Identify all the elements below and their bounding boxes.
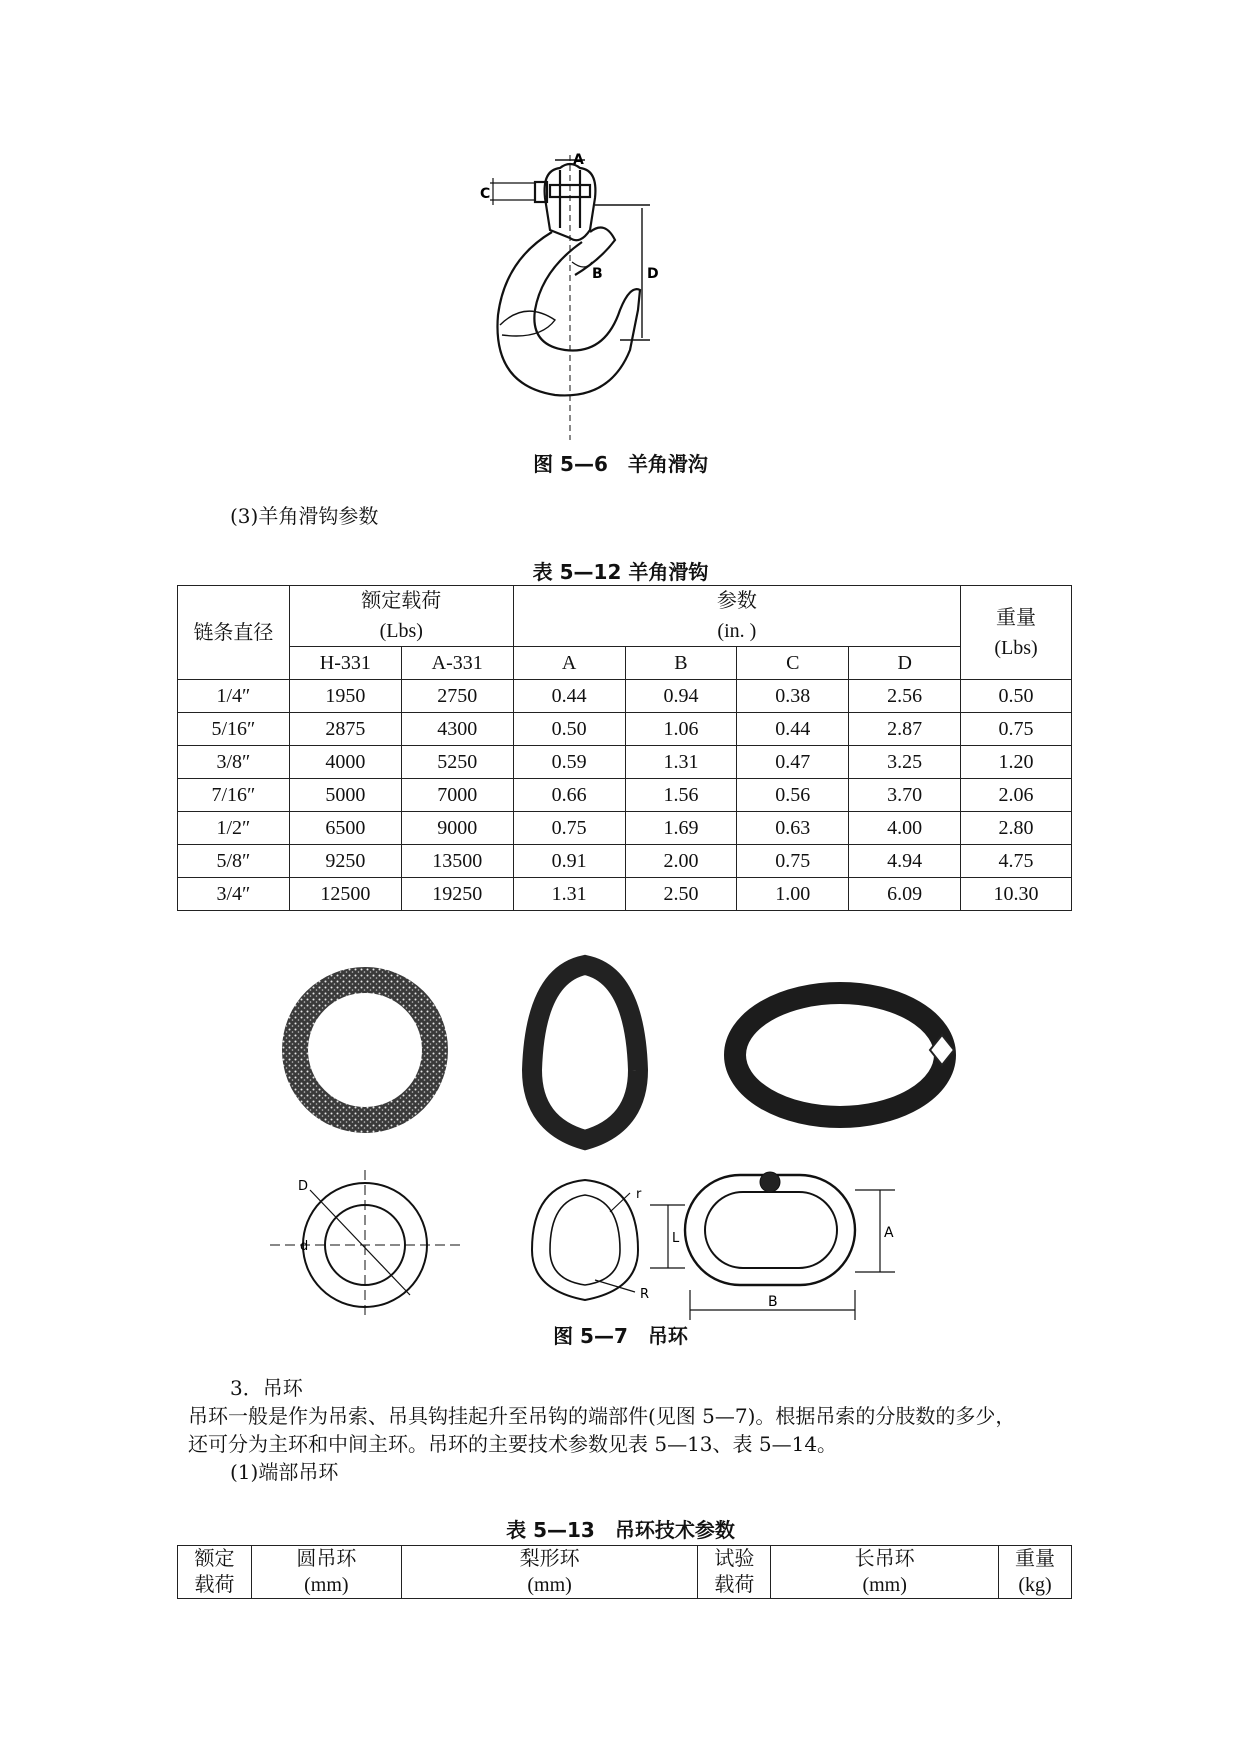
table-row [178,845,1072,878]
table-5-13 [177,1545,1072,1599]
table-cell: 0.47 [737,746,849,779]
table-cell: 0.50 [513,713,625,746]
round-ring-photo [295,980,435,1120]
table-cell: 3.25 [849,746,961,779]
table-row [178,812,1072,845]
table-row [178,779,1072,812]
table-cell: 1/2″ [178,812,290,845]
table-cell: 0.66 [513,779,625,812]
ring-label-L: L [672,1231,680,1246]
rings-figure [270,950,975,1330]
table-cell: 3/8″ [178,746,290,779]
table-cell: 4300 [401,713,513,746]
header-pear-ring: 梨形环 (mm) [401,1546,698,1599]
figure-5-7-caption: 图 5—7 吊环 [553,1324,688,1348]
table-cell: 1.56 [625,779,737,812]
table-cell: 1.00 [737,878,849,911]
table-cell: 2.80 [961,812,1072,845]
table-cell: 0.59 [513,746,625,779]
ring-label-r: r [636,1187,642,1202]
header-param-d: D [849,647,961,680]
table-cell: 5000 [289,779,401,812]
table-cell: 0.50 [961,680,1072,713]
end-ring-heading: (1)端部吊环 [230,1460,339,1484]
lifting-ring-heading: 3．吊环 [230,1376,303,1400]
table-cell: 6.09 [849,878,961,911]
table-cell: 4000 [289,746,401,779]
table-cell: 1.06 [625,713,737,746]
table-cell: 0.75 [513,812,625,845]
header-test-load: 试验 载荷 [698,1546,771,1599]
hook-label-a: A [573,152,584,168]
table-cell: 0.44 [513,680,625,713]
table-cell: 2.00 [625,845,737,878]
table-cell: 2750 [401,680,513,713]
table-cell: 9250 [289,845,401,878]
ring-label-B: B [768,1294,778,1310]
figure-5-6-caption: 图 5—6 羊角滑沟 [533,452,708,476]
header-weight: 重量 (kg) [999,1546,1072,1599]
header-long-ring: 长吊环 (mm) [771,1546,999,1599]
header-weight: 重量 (Lbs) [961,586,1072,680]
hook-label-b: B [592,266,603,282]
table-cell: 1.20 [961,746,1072,779]
table-row [178,680,1072,713]
ring-label-d: d [300,1239,309,1254]
header-chain-diameter: 链条直径 [178,586,290,680]
table-cell: 1950 [289,680,401,713]
table-cell: 3.70 [849,779,961,812]
header-param-a: A [513,647,625,680]
header-a331: A-331 [401,647,513,680]
table-cell: 2.56 [849,680,961,713]
table-cell: 1.31 [513,878,625,911]
table-cell: 9000 [401,812,513,845]
table-cell: 0.75 [961,713,1072,746]
table-cell: 6500 [289,812,401,845]
pear-ring-photo [532,965,638,1140]
header-h331: H-331 [289,647,401,680]
header-rated-load: 额定载荷 (Lbs) [289,586,513,647]
hook-figure [480,150,750,440]
table-5-12-title: 表 5—12 羊角滑钩 [532,560,709,584]
header-param-c: C [737,647,849,680]
pear-ring-drawing [532,1180,685,1300]
table-cell: 1.31 [625,746,737,779]
table-cell: 1/4″ [178,680,290,713]
table-cell: 4.75 [961,845,1072,878]
section-3-heading: (3)羊角滑钩参数 [230,504,379,528]
header-round-ring: 圆吊环 (mm) [251,1546,401,1599]
table-cell: 5250 [401,746,513,779]
table-cell: 7/16″ [178,779,290,812]
table-cell: 4.94 [849,845,961,878]
hook-body [497,232,640,395]
ring-label-D: D [298,1179,309,1194]
ring-label-R: R [640,1287,650,1302]
table-row [178,746,1072,779]
table-cell: 0.56 [737,779,849,812]
table-cell: 13500 [401,845,513,878]
table-cell: 5/16″ [178,713,290,746]
table-cell: 0.38 [737,680,849,713]
table-cell: 0.63 [737,812,849,845]
table-5-12 [177,585,1072,911]
table-cell: 3/4″ [178,878,290,911]
table-cell: 1.69 [625,812,737,845]
table-cell: 0.91 [513,845,625,878]
hook-label-c: C [480,186,491,202]
table-row [178,713,1072,746]
table-cell: 4.00 [849,812,961,845]
header-rated-load: 额定 载荷 [178,1546,252,1599]
lifting-ring-paragraph-line2: 还可分为主环和中间主环。吊环的主要技术参数见表 5—13、表 5—14。 [188,1432,838,1456]
table-row [178,878,1072,911]
table-cell: 2.87 [849,713,961,746]
table-cell: 7000 [401,779,513,812]
table-cell: 0.94 [625,680,737,713]
table-cell: 2875 [289,713,401,746]
table-cell: 0.75 [737,845,849,878]
table-cell: 12500 [289,878,401,911]
lifting-ring-paragraph-line1: 吊环一般是作为吊索、吊具钩挂起升至吊钩的端部件(见图 5—7)。根据吊索的分肢数的多少， [188,1404,1016,1428]
table-cell: 0.44 [737,713,849,746]
hook-label-d: D [647,266,659,282]
table-cell: 2.06 [961,779,1072,812]
table-cell: 19250 [401,878,513,911]
table-cell: 2.50 [625,878,737,911]
table-5-13-title: 表 5—13 吊环技术参数 [506,1518,735,1542]
table-cell: 10.30 [961,878,1072,911]
table-cell: 5/8″ [178,845,290,878]
long-ring-drawing [685,1172,895,1320]
header-param-b: B [625,647,737,680]
header-params: 参数 (in. ) [513,586,960,647]
ring-label-A: A [884,1225,894,1241]
long-ring-photo [735,993,945,1117]
